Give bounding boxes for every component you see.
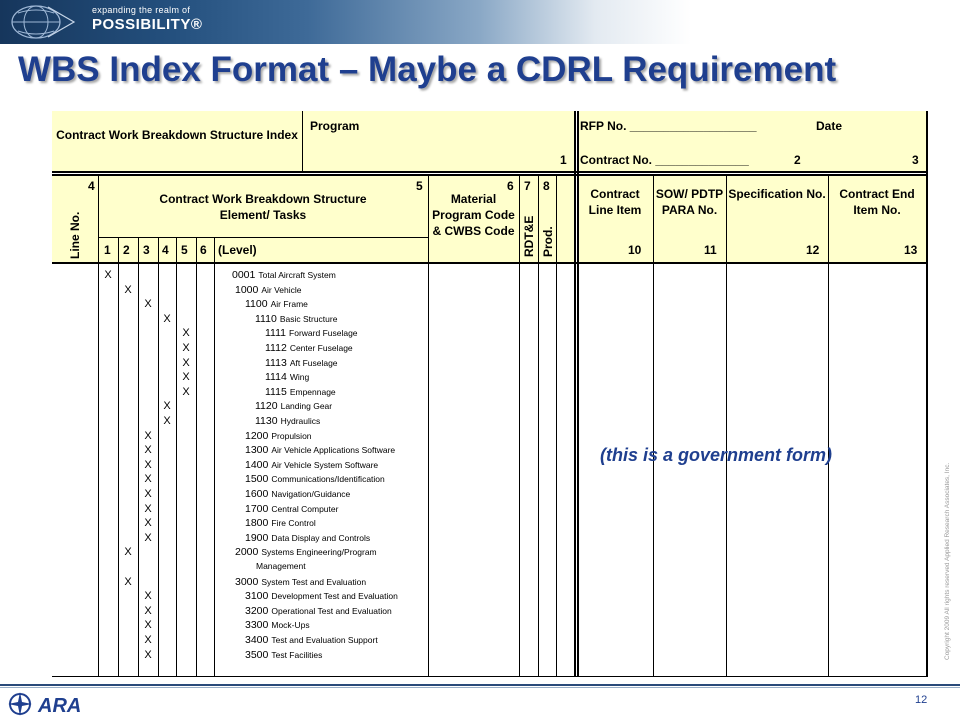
wbs-code: 1120: [255, 400, 278, 413]
wbs-code: 1112: [265, 342, 287, 354]
wbs-label: Air Vehicle: [261, 284, 302, 295]
contract-label: Contract No. ______________: [580, 153, 749, 167]
wbs-row: [52, 488, 432, 503]
rule: [52, 171, 928, 173]
date-number: 3: [912, 153, 919, 167]
material-code-label: Material Program Code & CWBS Code: [432, 192, 515, 238]
level-mark: X: [182, 371, 190, 384]
wbs-element: [265, 327, 358, 339]
level-mark: X: [182, 327, 190, 340]
wbs-element: [265, 371, 309, 383]
level-mark: X: [124, 575, 132, 588]
level-mark: X: [124, 546, 132, 559]
wbs-row: [52, 532, 432, 547]
level-3: 3: [143, 243, 150, 257]
wbs-element: [245, 473, 385, 485]
level-mark: X: [144, 590, 152, 603]
wbs-row: [52, 415, 432, 430]
level-rule: [98, 237, 428, 238]
level-mark: X: [144, 634, 152, 646]
end-item-label: Contract End Item No.: [839, 187, 915, 217]
page-number: 12: [915, 694, 928, 706]
level-mark: X: [144, 517, 152, 530]
wbs-code: 2000: [235, 546, 259, 559]
wbs-code: 0001: [232, 269, 256, 281]
wbs-label: Fire Control: [271, 518, 316, 529]
wbs-row: [52, 473, 432, 488]
wbs-label: Mock-Ups: [271, 620, 310, 631]
wbs-row: [52, 459, 432, 474]
level-mark: X: [104, 269, 112, 281]
banner-brand: POSSIBILITY®: [92, 16, 203, 33]
wbs-code: 1130: [255, 415, 278, 427]
col-7-number: 7: [524, 179, 531, 193]
wbs-label: Test and Evaluation Support: [271, 635, 378, 645]
wbs-element: [245, 532, 370, 544]
wbs-label: Empennage: [289, 386, 336, 397]
wbs-element: [245, 590, 398, 602]
wbs-element: [245, 619, 310, 631]
wbs-code: 1600: [245, 488, 269, 500]
banner-tagline: expanding the realm of: [92, 5, 191, 15]
rdte-label: RDT&E: [522, 215, 536, 257]
wbs-element: [245, 517, 316, 529]
wbs-element: [265, 342, 353, 354]
wbs-label: Test Facilities: [271, 649, 323, 660]
wbs-row: [52, 357, 432, 372]
wbs-label: Wing: [289, 372, 310, 383]
rule: [519, 175, 520, 677]
col-13-number: 13: [904, 243, 918, 257]
wbs-element: [232, 269, 336, 281]
wbs-code: 3500: [245, 648, 269, 661]
wbs-element: [245, 459, 378, 471]
wbs-row: [52, 400, 432, 415]
col-11-number: 11: [704, 243, 717, 257]
wbs-label: System Test and Evaluation: [261, 576, 367, 587]
wbs-element: [245, 444, 395, 456]
footer-rule: [0, 684, 960, 686]
footer-rule-thin: [0, 687, 960, 688]
copyright-text: Copyright 2009 All rights reserved Applied Research Associates, Inc.: [944, 462, 951, 660]
wbs-element: [245, 649, 322, 661]
level-mark: X: [182, 385, 190, 398]
wbs-code: 3400: [245, 634, 269, 646]
wbs-label: Landing Gear: [280, 401, 333, 412]
wbs-code: 3300: [245, 619, 269, 632]
level-mark: X: [182, 356, 190, 369]
level-4: 4: [162, 243, 169, 257]
wbs-element: [245, 488, 350, 500]
wbs-row: [52, 386, 432, 401]
rule: [302, 111, 303, 171]
wbs-element: [245, 634, 378, 646]
wbs-label: Air Vehicle Applications Software: [271, 445, 396, 456]
page-title: WBS Index Format – Maybe a CDRL Requirement: [18, 50, 837, 89]
col-12-number: 12: [806, 243, 820, 257]
wbs-element: [245, 605, 392, 617]
rule: [52, 262, 928, 264]
wbs-label: Center Fuselage: [289, 343, 353, 353]
level-mark: X: [163, 400, 171, 413]
wbs-row: [52, 269, 432, 284]
level-mark: X: [144, 531, 152, 544]
element-title: Contract Work Breakdown Structure Element/ Tasks: [159, 192, 367, 222]
wbs-code: 3200: [245, 604, 269, 617]
rule: [574, 111, 576, 677]
wbs-code: 3100: [245, 590, 269, 603]
wbs-label: Air Vehicle System Software: [271, 459, 379, 470]
government-form-note: (this is a government form): [600, 445, 833, 465]
wbs-row: [52, 327, 432, 342]
wbs-row: [52, 284, 432, 299]
wbs-row: [52, 371, 432, 386]
wbs-row: [52, 430, 432, 445]
wbs-code: 1200: [245, 429, 269, 442]
wbs-row: [52, 576, 432, 591]
globe-icon: [8, 3, 78, 41]
level-mark: X: [144, 502, 152, 515]
wbs-code: 1111: [265, 327, 287, 340]
wbs-element: [245, 298, 308, 310]
level-mark: X: [144, 298, 152, 311]
wbs-label: Operational Test and Evaluation: [271, 605, 392, 616]
rule: [52, 676, 928, 677]
contract-line-item-label: Contract Line Item: [588, 187, 642, 217]
wbs-code: 1800: [245, 517, 269, 530]
date-label: Date: [816, 119, 843, 133]
logo-text: ARA: [38, 695, 82, 717]
element-number: 5: [416, 179, 423, 193]
contract-number: 2: [794, 153, 801, 167]
wbs-label: Data Display and Controls: [271, 532, 371, 543]
prod-label: Prod.: [541, 226, 555, 257]
level-5: 5: [181, 243, 188, 257]
col-8-number: 8: [543, 179, 550, 193]
wbs-label: Management: [256, 561, 306, 571]
wbs-row: [52, 342, 432, 357]
rule: [653, 175, 654, 677]
wbs-label: Development Test and Evaluation: [271, 591, 398, 602]
wbs-element: [235, 546, 377, 558]
line-no-label: Line No.: [68, 211, 82, 259]
wbs-index-form: [52, 111, 928, 677]
wbs-element: [265, 357, 338, 369]
wbs-label: Total Aircraft System: [258, 270, 336, 280]
wbs-code: 3000: [235, 575, 259, 588]
wbs-element: [265, 386, 336, 398]
wbs-row: [52, 605, 432, 620]
rule: [926, 111, 928, 677]
level-mark: X: [144, 604, 152, 617]
wbs-label: Hydraulics: [280, 416, 321, 426]
level-mark: X: [163, 312, 171, 325]
level-2: 2: [123, 243, 130, 257]
sow-label: SOW/ PDTP PARA No.: [655, 187, 724, 217]
rfp-label: RFP No. ___________________: [580, 119, 757, 133]
rule: [726, 175, 727, 677]
wbs-element: [255, 415, 320, 427]
level-mark: X: [163, 415, 171, 427]
level-6: 6: [200, 243, 207, 257]
rule: [556, 175, 557, 677]
program-label: Program: [310, 119, 360, 133]
wbs-element: [245, 430, 312, 442]
ara-logo: [6, 690, 136, 718]
wbs-row: [52, 619, 432, 634]
line-no-number: 4: [88, 179, 95, 193]
wbs-code: 1115: [265, 385, 287, 398]
wbs-label: Forward Fuselage: [289, 328, 358, 339]
wbs-row: [52, 590, 432, 605]
wbs-element: [255, 313, 337, 325]
wbs-row: [52, 561, 432, 576]
wbs-row: [52, 634, 432, 649]
wbs-label: Communications/Identification: [271, 474, 385, 485]
wbs-code: 1500: [245, 473, 269, 486]
wbs-code: 1700: [245, 502, 269, 515]
level-mark: X: [144, 458, 152, 471]
rule: [52, 174, 928, 176]
level-1: 1: [104, 243, 111, 257]
wbs-code: 1300: [245, 444, 269, 457]
level-mark: X: [144, 429, 152, 442]
wbs-label: Aft Fuselage: [289, 357, 338, 368]
level-mark: X: [144, 648, 152, 661]
level-mark: X: [144, 444, 152, 457]
wbs-label: Basic Structure: [279, 313, 338, 324]
specification-label: Specification No.: [728, 187, 826, 201]
wbs-code: 1900: [245, 531, 269, 544]
wbs-row: [52, 503, 432, 518]
wbs-element: [235, 576, 366, 588]
wbs-row: [52, 298, 432, 313]
rule: [538, 175, 539, 677]
level-mark: X: [144, 488, 152, 500]
wbs-code: 1000: [235, 283, 259, 296]
wbs-label: Air Frame: [270, 299, 308, 310]
wbs-label: Central Computer: [271, 503, 339, 514]
wbs-code: 1113: [265, 356, 287, 369]
wbs-code: 1110: [255, 312, 277, 325]
wbs-element: [235, 284, 302, 296]
wbs-code: 1114: [265, 371, 287, 384]
wbs-code: 1100: [245, 298, 268, 311]
wbs-row: [52, 649, 432, 664]
top-banner: [0, 0, 960, 44]
col-6-number: 6: [507, 179, 514, 193]
wbs-label: Navigation/Guidance: [271, 489, 351, 499]
rule: [828, 175, 829, 677]
level-mark: X: [124, 283, 132, 296]
wbs-row: [52, 517, 432, 532]
wbs-code: 1400: [245, 458, 269, 471]
level-mark: X: [144, 473, 152, 486]
index-title: Contract Work Breakdown Structure Index: [56, 128, 298, 142]
level-mark: X: [182, 342, 190, 354]
wbs-element: [245, 503, 338, 515]
wbs-label: Systems Engineering/Program: [261, 547, 377, 558]
wbs-row: [52, 444, 432, 459]
wbs-label: Propulsion: [271, 430, 312, 441]
wbs-row: [52, 546, 432, 561]
col-10-number: 10: [628, 243, 642, 257]
level-mark: X: [144, 619, 152, 632]
wbs-element: [253, 561, 306, 572]
wbs-element: [255, 400, 332, 412]
program-number: 1: [560, 153, 567, 167]
wbs-row: [52, 313, 432, 328]
level-label: (Level): [218, 243, 257, 257]
